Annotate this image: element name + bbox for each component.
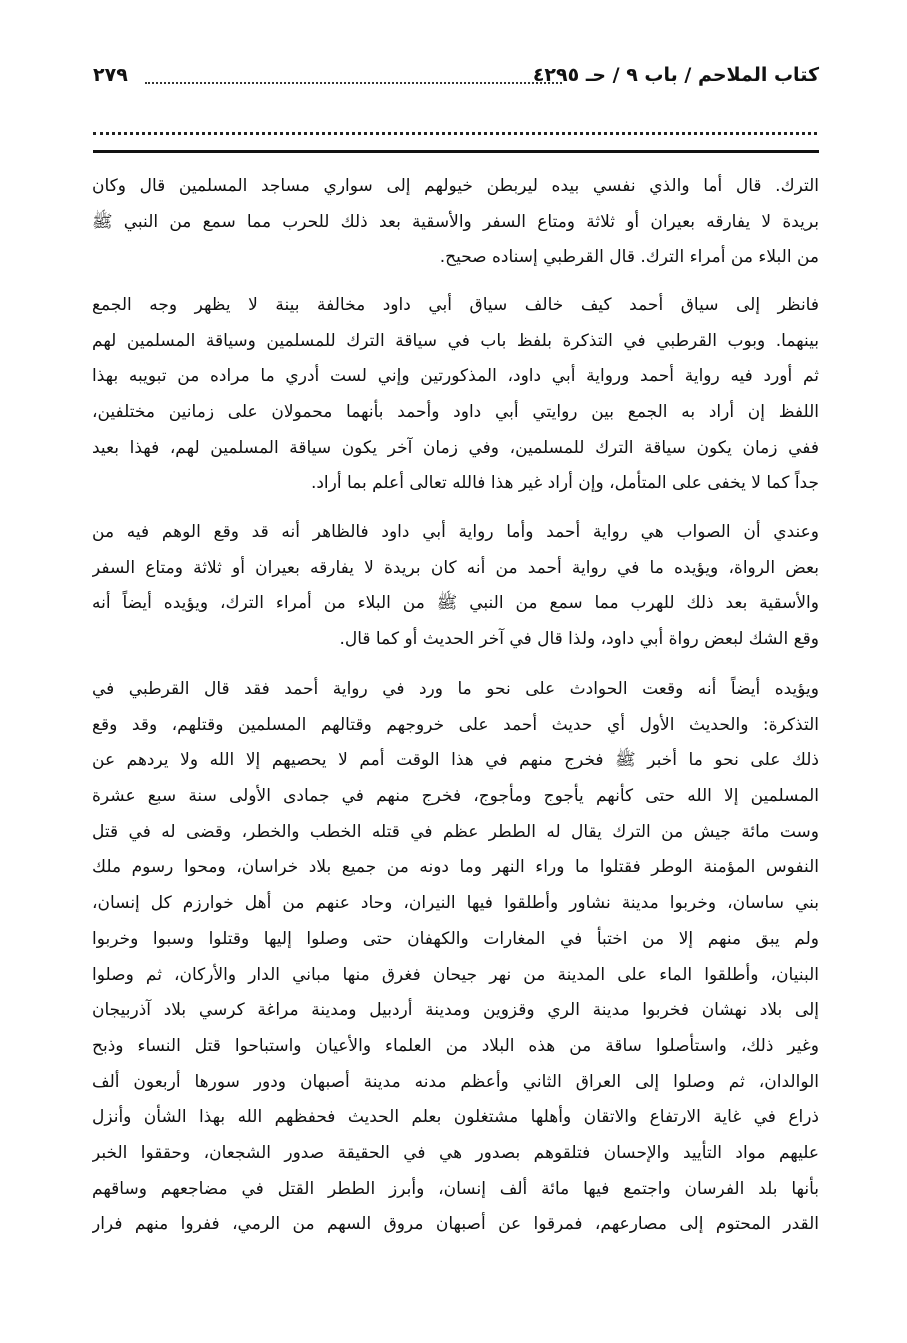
header-leader-dots [145,82,562,84]
text-line: ذلك على نحو ما أخبر ﷺ فخرج منهم في هذا الوقت أمم لا يحصيهم إلا الله ولا يردهم عن [92,750,819,771]
text-line: وعندي أن الصواب هي رواية أحمد وأما رواية أبي داود فالظاهر أنه قد وقع الوهم فيه من [92,522,819,542]
text-line: الترك. قال أما والذي نفسي بيده ليربطن خيولهم إلى سواري مساجد المسلمين قال وكان [92,176,819,196]
text-line: عليهم مواد التأييد والإحسان فتلقوهم بصدور هي في الحقيقة صدور الشجعان، وحققوا الخبر [92,1142,819,1163]
text-line: بينهما. وبوب القرطبي في التذكرة بلفظ باب في سياقة الترك للمسلمين وسياقة المسلمين لهم [92,330,819,351]
text-line: وست مائة جيش من الترك يقال له الططر عظم في قتله الخطب والخطر، وقضى له في قتل [92,821,819,842]
text-line: من البلاء من أمراء الترك. قال القرطبي إسناده صحيح. [439,247,819,268]
text-line: بأنها بلد الفرسان واجتمع فيها مائة ألف إنسان، وأبرز الططر القتل في مضاجعهم وساقهم [92,1178,819,1199]
text-line: وقع الشك لبعض رواة أبي داود، ولذا قال في آخر الحديث أو كما قال. [339,629,819,650]
text-line: بعض الرواة، ويؤيده ما في رواية أحمد من أنه كان بريدة لا يفارقه بعيران أو ثلاثة ومتاع السفر [92,557,819,578]
text-line: الوالدان، ثم وصلوا إلى العراق الثاني وأعظم مدنه مدينة أصبهان ودور سورها أربعون ألف [92,1071,819,1092]
text-line: المسلمين إلا الله حتى كأنهم يأجوج ومأجوج، فخرج منهم في جمادى الأولى سنة سبع عشرة [92,786,819,807]
text-line: بني ساسان، وخربوا مدينة نشاور وأطلقوا فيها النيران، وحاد عنهم من أهل خوارزم كل إنسان، [92,893,819,914]
text-line: النفوس المؤمنة الوطر فقتلوا ما وراء النهر وما دونه من جميع بلاد خراسان، ومحوا رسوم ملك [92,857,819,878]
running-header-title: كتاب الملاحم / باب ٩ / حـ ٤٢٩٥ [532,64,819,86]
header-rule [93,150,819,153]
text-line: جداً كما لا يخفى على المتأمل، وإن أراد غير هذا فالله تعالى أعلم بما أراد. [310,473,819,494]
text-line: التذكرة: والحديث الأول أي حديث أحمد على خروجهم وقتالهم المسلمين وقتلهم، وقد وقع [92,714,819,735]
paragraph-2 [92,288,819,502]
paragraph-4 [92,672,819,1243]
text-line: اللفظ إن أراد به الجمع بين روايتي أبي داود وأحمد بأنهما محمولان على زمانين مختلفين، [92,402,819,423]
text-line: ثم أورد فيه رواية أحمد ورواية أبي داود، المذكورتين وإني لست أدري ما مراده من تبويبه بهذا [92,366,819,387]
text-line: ذراع في غاية الارتفاع والاتقان وأهلها مشتغلون بعلم الحديث فحفظهم الله بهذا الشأن وأنزل [92,1107,819,1128]
text-line: فانظر إلى سياق أحمد كيف خالف سياق أبي داود مخالفة بينة لا يظهر وجه الجمع [92,295,819,315]
text-line: ويؤيده أيضاً أنه وقعت الحوادث على نحو ما ورد في رواية أحمد فقد قال القرطبي في [92,679,819,699]
text-line: إلى بلاد نهشان فخربوا مدينة الري وقزوين ومدينة أردبيل ومدينة مراغة كرسي بلاد آذربيجان [92,1000,819,1021]
text-line: بريدة لا يفارقه بعيران أو ثلاثة ومتاع السفر والأسقية بعد ذلك للحرب مما سمع من النبي ﷺ [92,211,819,232]
paragraph-1 [92,169,819,276]
text-line: القدر المحتوم إلى مصارعهم، فمرقوا عن أصبهان مروق السهم من الرمي، ففروا منهم فرار [92,1214,819,1235]
dotted-rule [93,132,817,135]
paragraph-3 [92,515,819,658]
text-line: ففي زمان يكون سياقة الترك للمسلمين، وفي زمان آخر يكون سياقة المسلمين لهم، فهذا بعيد [92,437,819,458]
text-line: وغير ذلك، واستأصلوا ساقة من هذه البلاد من العلماء والأعيان واستباحوا قتل النساء وذبح [92,1035,819,1056]
text-line: ولم يبق منهم إلا من اختبأ في المغارات والكهفان حتى وصلوا إليها وقتلوا وسبوا وخربوا [92,928,819,949]
text-line: البنيان، وأطلقوا الماء على المدينة من نهر جيحان فغرق منها مباني الدار والأركان، ثم وصلوا [92,964,819,985]
text-line: والأسقية بعد ذلك للهرب مما سمع من النبي ﷺ من البلاء من أمراء الترك، ويؤيده أيضاً أنه [92,593,819,614]
page-number: ٢٧٩ [93,64,128,86]
